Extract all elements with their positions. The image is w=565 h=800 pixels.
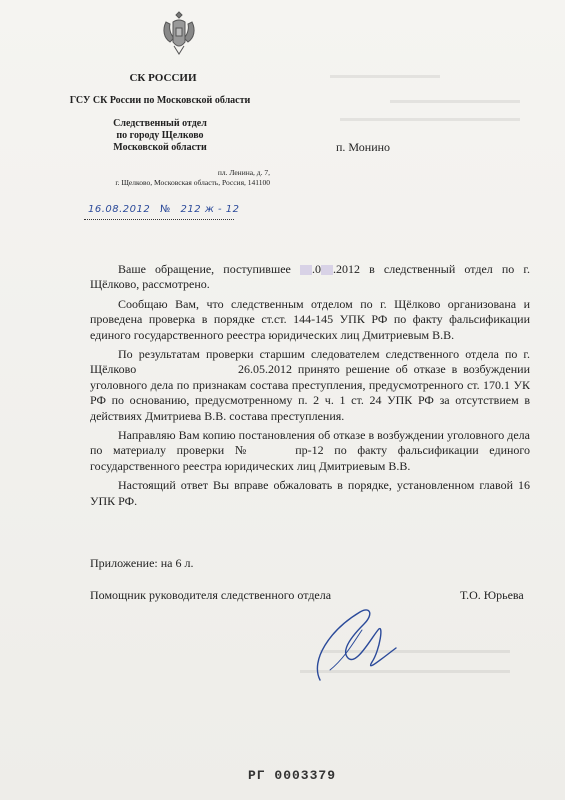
unit-line: Следственный отдел <box>113 118 207 129</box>
show-through-line <box>330 75 440 78</box>
signer-name: Т.О. Юрьева <box>460 588 524 602</box>
redaction-mark <box>300 265 312 275</box>
outgoing-reference <box>88 204 240 215</box>
signer-title: Помощник руководителя следственного отдела <box>90 588 332 602</box>
text-fragment: Направляю Вам копию постановления об отказе в возбуждении уголовного дела по материалу проверки № <box>90 428 530 458</box>
signature-icon <box>300 600 410 690</box>
coat-of-arms-icon <box>160 8 198 58</box>
text-fragment: пр-12 по факту фальсификации единого государственного реестра юридических лиц Дмитриевым В.В. <box>90 443 531 473</box>
redaction-mark <box>321 265 333 275</box>
text-fragment: Ваше обращение, поступившее <box>118 262 291 276</box>
unit-name <box>100 118 220 154</box>
text-fragment: 26.05.2012 принято решение об отказе в возбуждении уголовного дела по признакам состава преступления, предусмотренного ст. 170.1 УК РФ по основанию, предусмотренному п. 2 ч. 1 ст. 24 УПК РФ за отсутствием в действиях Дмитриева В.В. состава преступления. <box>90 362 530 423</box>
addressee-place: п. Монино <box>336 140 391 154</box>
form-serial-number: РГ 0003379 <box>248 768 337 783</box>
sender-address <box>70 168 270 188</box>
outgoing-date: 16.08.2012 <box>88 204 151 215</box>
unit-line: Московской области <box>113 142 207 153</box>
address-line: г. Щелково, Московская область, Россия, 141100 <box>115 178 270 187</box>
unit-line: по городу Щелково <box>116 130 204 141</box>
paragraph <box>90 262 530 293</box>
address-line: пл. Ленина, д. 7, <box>217 168 270 177</box>
show-through-line <box>340 118 520 121</box>
paragraph <box>90 347 530 424</box>
paragraph: Сообщаю Вам, что следственным отделом по г. Щёлково организована и проведена проверка в порядке ст.ст. 144-145 УПК РФ по факту фальсификации единого государственного реестра юридических лиц Дмитриевым В.В. <box>90 296 530 342</box>
attachment-note: Приложение: на 6 л. <box>90 556 194 570</box>
show-through-line <box>390 100 520 103</box>
paragraph <box>90 428 530 474</box>
agency-name: СК РОССИИ <box>129 72 197 84</box>
number-label: № <box>159 204 171 215</box>
text-fragment: .0 <box>311 262 321 276</box>
reference-underline <box>84 219 234 220</box>
department-name: ГСУ СК России по Московской области <box>69 95 251 106</box>
text-fragment: .2012 в следственный отдел по г. Щёлково, рассмотрено. <box>90 262 530 292</box>
outgoing-number: 212 ж - 12 <box>180 204 240 215</box>
letter-body <box>90 262 530 513</box>
paragraph: Настоящий ответ Вы вправе обжаловать в порядке, установленном главой 16 УПК РФ. <box>90 478 530 508</box>
text-fragment: По результатам проверки старшим следователем следственного отдела по г. Щёлково <box>90 347 530 377</box>
